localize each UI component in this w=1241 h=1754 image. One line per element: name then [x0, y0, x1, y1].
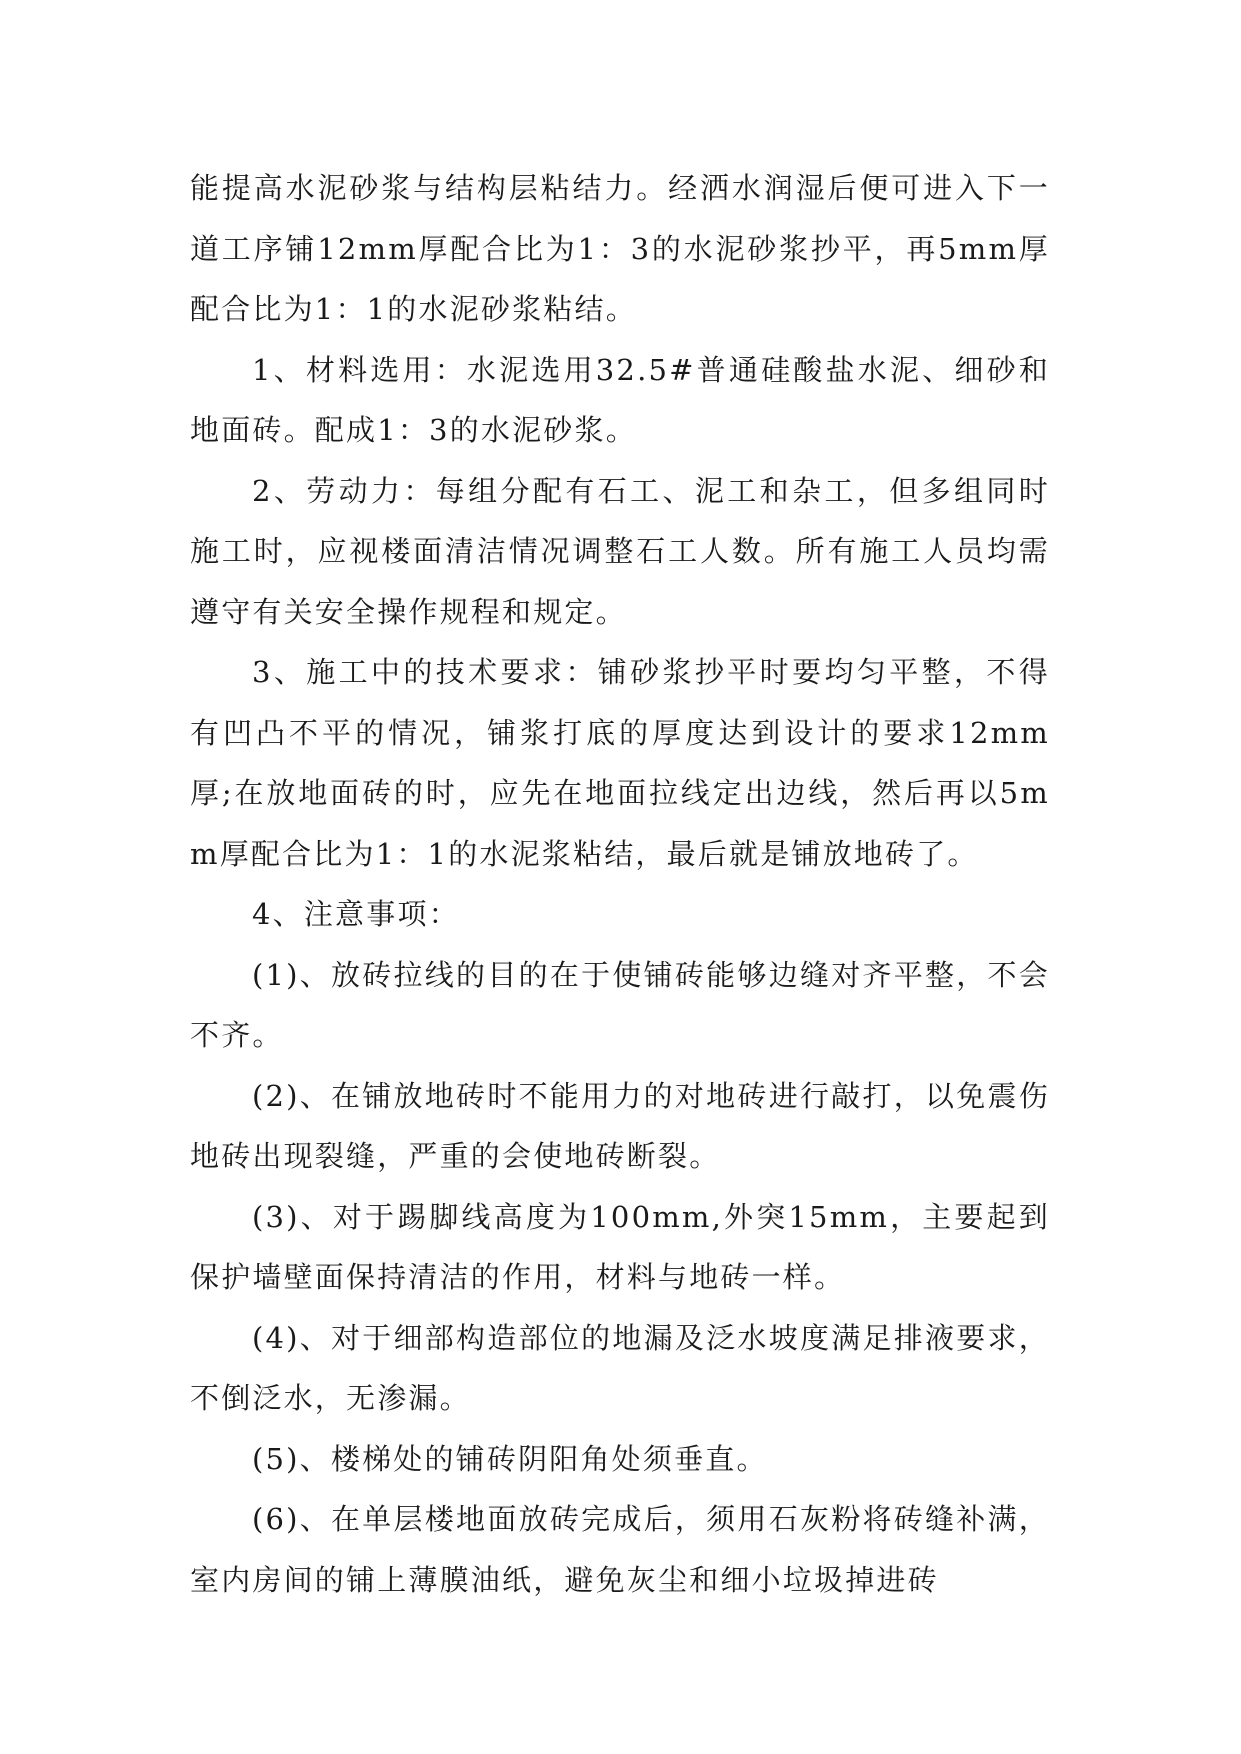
- paragraph-note-6: (6)、在单层楼地面放砖完成后，须用石灰粉将砖缝补满，室内房间的铺上薄膜油纸，避免灰尘和细小垃圾掉进砖: [190, 1502, 1050, 1597]
- document-body: [190, 158, 1050, 1610]
- paragraph-materials: 1、材料选用：水泥选用32.5#普通硅酸盐水泥、细砂和地面砖。配成1：3的水泥砂浆。: [190, 352, 1050, 447]
- paragraph-note-4: (4)、对于细部构造部位的地漏及泛水坡度满足排液要求，不倒泛水，无渗漏。: [190, 1320, 1050, 1415]
- paragraph-note-2: (2)、在铺放地砖时不能用力的对地砖进行敲打，以免震伤地砖出现裂缝，严重的会使地砖断裂。: [190, 1078, 1050, 1173]
- paragraph-note-3: (3)、对于踢脚线高度为100mm,外突15mm，主要起到保护墙壁面保持清洁的作用，材料与地砖一样。: [190, 1199, 1050, 1294]
- paragraph-intro: 能提高水泥砂浆与结构层粘结力。经洒水润湿后便可进入下一道工序铺12mm厚配合比为1：3的水泥砂浆抄平，再5mm厚配合比为1：1的水泥砂浆粘结。: [190, 171, 1050, 326]
- paragraph-note-1: (1)、放砖拉线的目的在于使铺砖能够边缝对齐平整，不会不齐。: [190, 957, 1050, 1052]
- paragraph-technical-requirements: 3、施工中的技术要求：铺砂浆抄平时要均匀平整，不得有凹凸不平的情况，铺浆打底的厚度达到设计的要求12mm厚;在放地面砖的时，应先在地面拉线定出边线，然后再以5mm厚配合比为1：1的水泥浆粘结，最后就是铺放地砖了。: [190, 655, 1050, 871]
- paragraph-notes-heading: 4、注意事项：: [252, 897, 460, 931]
- paragraph-labor: 2、劳动力：每组分配有石工、泥工和杂工，但多组同时施工时，应视楼面清洁情况调整石工人数。所有施工人员均需遵守有关安全操作规程和规定。: [190, 473, 1050, 629]
- paragraph-note-5: (5)、楼梯处的铺砖阴阳角处须垂直。: [252, 1441, 768, 1476]
